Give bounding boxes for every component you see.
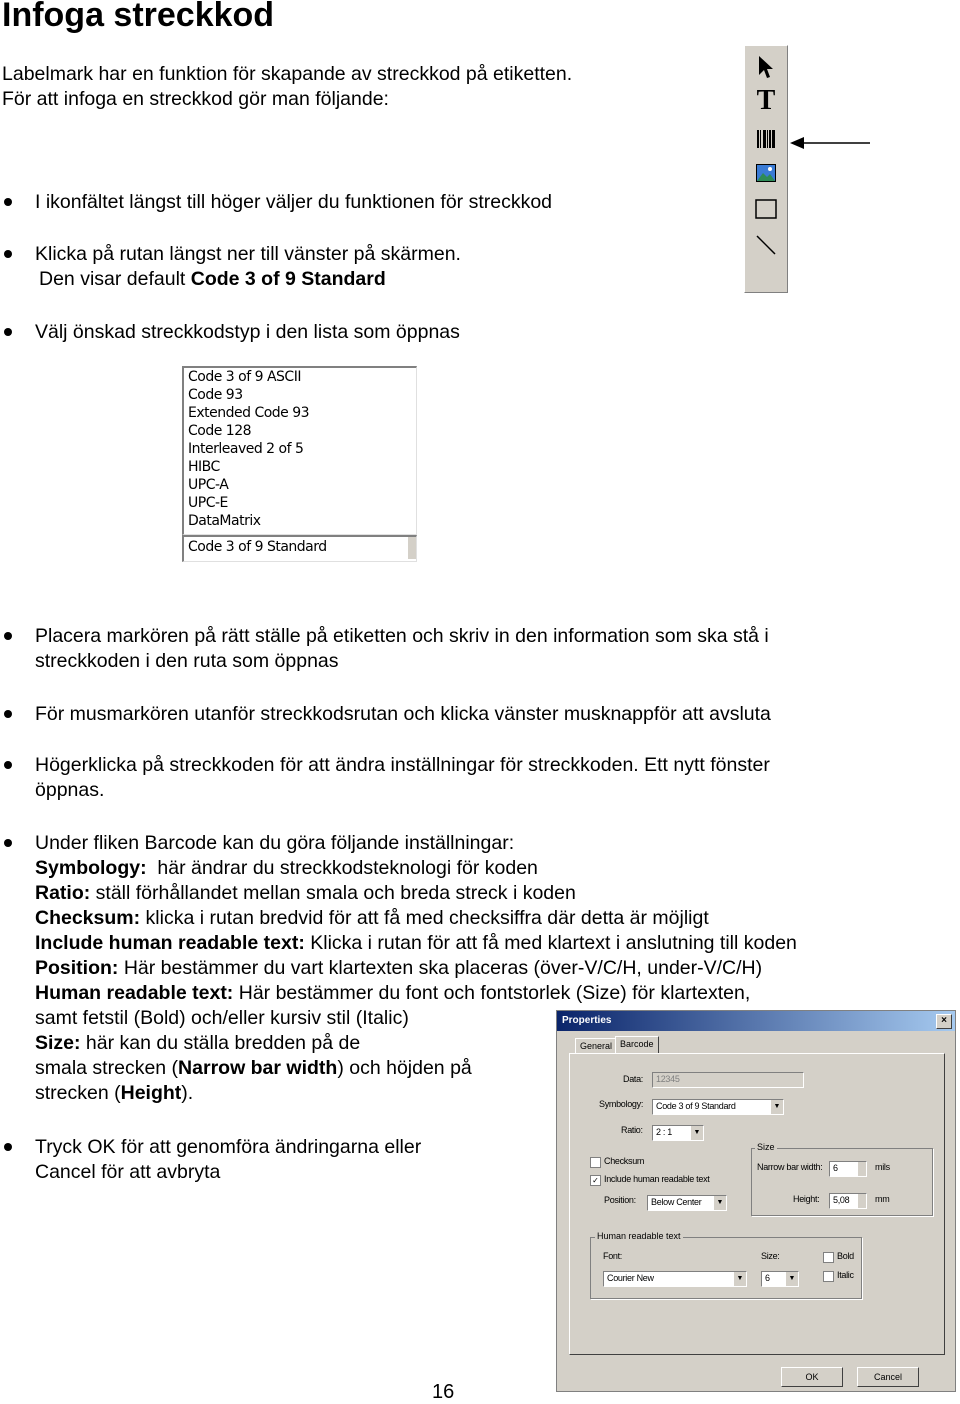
combobox-dropdown-button[interactable]: [407, 537, 416, 559]
font-select[interactable]: Courier New ▼: [603, 1271, 747, 1287]
bullet-text: I ikonfältet längst till höger väljer du funktionen för streckkod: [35, 191, 553, 213]
include-text-label: Include human readable text: [604, 1174, 710, 1184]
rectangle-tool-icon[interactable]: [753, 196, 779, 222]
bold-label: Bold: [837, 1251, 854, 1261]
position-label: Position:: [604, 1195, 636, 1205]
symbology-label: Symbology:: [599, 1099, 644, 1109]
line-tool-icon[interactable]: [753, 232, 779, 258]
chevron-down-icon[interactable]: ▼: [690, 1126, 703, 1140]
list-item[interactable]: DataMatrix: [188, 513, 261, 529]
checksum-label: Checksum: [604, 1156, 645, 1166]
page-number: 16: [432, 1381, 455, 1403]
close-icon[interactable]: ×: [936, 1014, 952, 1029]
list-item[interactable]: UPC-A: [188, 477, 229, 493]
bullet-icon: [4, 710, 12, 718]
narrow-bar-input[interactable]: 6: [829, 1161, 867, 1177]
combobox-value: Code 3 of 9 Standard: [188, 539, 327, 555]
list-item[interactable]: UPC-E: [188, 495, 228, 511]
position-select[interactable]: Below Center ▼: [647, 1195, 727, 1211]
hrt-group: [590, 1237, 862, 1299]
properties-dialog: [556, 1010, 956, 1392]
italic-label: Italic: [837, 1270, 854, 1280]
bullet-text: Högerklicka på streckkoden för att ändra inställningar för streckkoden. Ett nytt fönster öppnas.: [35, 754, 770, 801]
symbology-select[interactable]: Code 3 of 9 Standard ▼: [652, 1099, 784, 1115]
bullet-text: Under fliken Barcode kan du göra följande inställningar: Symbology: här ändrar du streckkodsteknologi för koden Ratio: ställ förhållandet mellan smala och breda streck i koden Checksum: klicka i rutan bredvid för att få med checksiffra där detta är möjligt Include human readable text: Klicka i rutan för att få med klartext i anslutning till koden Position: Här bestämmer du vart klartexten ska placeras (över-V/C/H, under-V/C/H) Human readable text: Här bestämmer du font och fontstorlek (Size) för klartexten, samt fetstil (Bold) och/eller kursiv stil (Italic) Size: här kan du ställa bredden på de smala strecken (Narrow bar width) och höjden på strecken (Height).: [35, 832, 797, 1104]
bullet-text: Välj önskad streckkodstyp i den lista som öppnas: [35, 321, 460, 343]
italic-checkbox[interactable]: [823, 1271, 834, 1282]
arrow-icon: [790, 134, 872, 152]
dialog-title: Properties: [557, 1011, 955, 1031]
tab-general[interactable]: General: [575, 1038, 617, 1053]
bullet-text: Tryck OK för att genomföra ändringarna eller Cancel för att avbryta: [35, 1136, 422, 1183]
bullet-text: Placera markören på rätt ställe på etiketten och skriv in den information som ska stå i streckkoden i den ruta som öppnas: [35, 625, 769, 672]
tab-barcode[interactable]: Barcode: [615, 1036, 659, 1053]
chevron-down-icon[interactable]: ▼: [770, 1100, 783, 1114]
height-label: Height:: [793, 1194, 820, 1204]
bullet-text: För musmarkören utanför streckkodsrutan och klicka vänster musknappför att avsluta: [35, 703, 771, 725]
size-group-label: Size: [757, 1142, 775, 1152]
narrow-bar-label: Narrow bar width:: [757, 1162, 823, 1172]
list-item[interactable]: Interleaved 2 of 5: [188, 441, 304, 457]
font-size-select[interactable]: 6 ▼: [761, 1271, 799, 1287]
bullet-icon: [4, 250, 12, 258]
bold-checkbox[interactable]: [823, 1252, 834, 1263]
font-size-label: Size:: [761, 1251, 780, 1261]
hrt-group-label: Human readable text: [597, 1231, 681, 1241]
include-text-checkbox[interactable]: ✓: [590, 1175, 601, 1186]
bullet-icon: [4, 198, 12, 206]
text-tool-icon[interactable]: T: [756, 85, 776, 116]
bullet-icon: [4, 632, 12, 640]
intro-text: Labelmark har en funktion för skapande av streckkod på etiketten. För att infoga en streckkod gör man följande:: [2, 63, 573, 110]
chevron-down-icon[interactable]: ▼: [785, 1272, 798, 1286]
spinner-icon[interactable]: [857, 1194, 866, 1208]
barcode-type-combobox[interactable]: [182, 535, 417, 562]
chevron-down-icon[interactable]: ▼: [733, 1272, 746, 1286]
ratio-label: Ratio:: [621, 1125, 643, 1135]
spinner-icon[interactable]: [857, 1162, 866, 1176]
page-title: Infoga streckkod: [2, 0, 275, 34]
list-item[interactable]: Code 128: [188, 423, 252, 439]
ok-button[interactable]: OK: [781, 1367, 843, 1387]
bullet-icon: [4, 761, 12, 769]
list-item[interactable]: Code 93: [188, 387, 243, 403]
list-item[interactable]: Code 3 of 9 ASCII: [188, 369, 301, 385]
font-label: Font:: [603, 1251, 623, 1261]
barcode-tool-icon[interactable]: [753, 126, 779, 152]
tool-palette: [744, 45, 788, 293]
list-item[interactable]: HIBC: [188, 459, 220, 475]
bullet-icon: [4, 839, 12, 847]
data-label: Data:: [623, 1074, 644, 1084]
bullet-icon: [4, 328, 12, 336]
data-field[interactable]: 12345: [652, 1072, 804, 1088]
height-input[interactable]: 5,08: [829, 1193, 867, 1209]
bullet-text: Klicka på rutan längst ner till vänster på skärmen. Den visar default Code 3 of 9 Standard: [35, 243, 461, 290]
cancel-button[interactable]: Cancel: [857, 1367, 919, 1387]
height-unit: mm: [875, 1194, 890, 1204]
narrow-unit: mils: [875, 1162, 890, 1172]
list-item[interactable]: Extended Code 93: [188, 405, 310, 421]
barcode-type-list[interactable]: [182, 366, 417, 535]
bullet-icon: [4, 1143, 12, 1151]
checksum-checkbox[interactable]: [590, 1157, 601, 1168]
ratio-select[interactable]: 2 : 1 ▼: [652, 1125, 704, 1141]
chevron-down-icon[interactable]: ▼: [713, 1196, 726, 1210]
pointer-tool-icon[interactable]: [753, 54, 779, 80]
image-tool-icon[interactable]: [753, 160, 779, 186]
